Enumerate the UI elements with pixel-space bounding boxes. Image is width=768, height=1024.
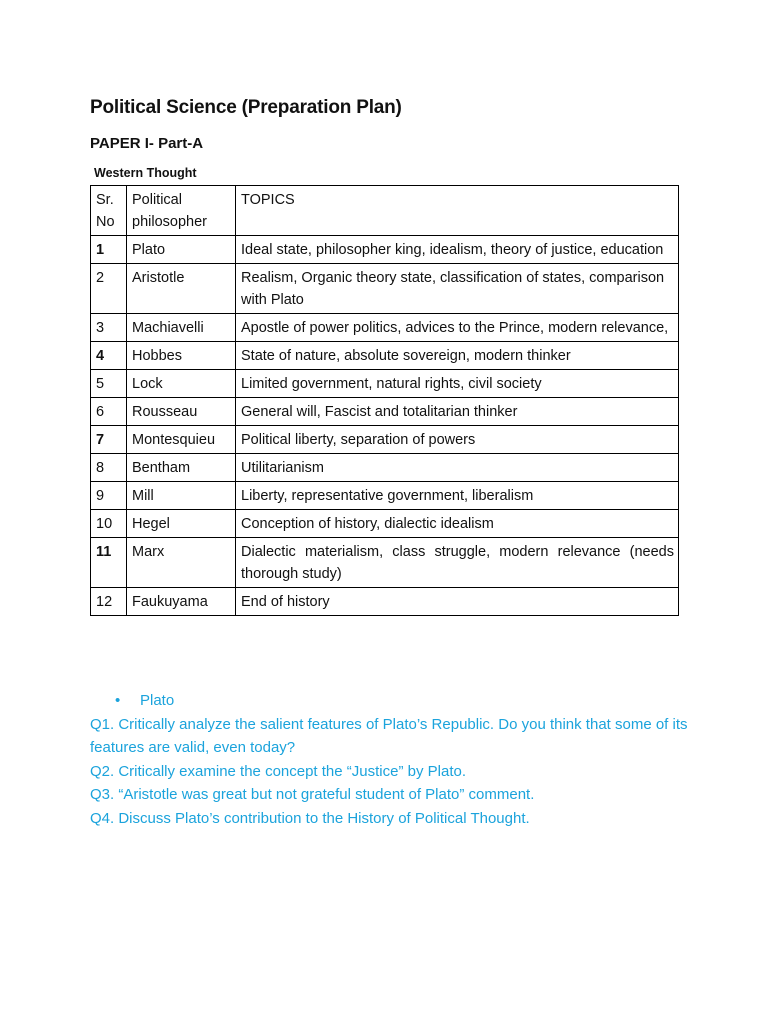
philosopher-name: Montesquieu	[127, 426, 236, 454]
topics-cell: Dialectic materialism, class struggle, modern relevance (needs thorough study)	[236, 538, 679, 588]
philosopher-name: Marx	[127, 538, 236, 588]
row-number: 11	[91, 538, 127, 588]
row-number: 4	[91, 342, 127, 370]
row-number: 9	[91, 482, 127, 510]
philosopher-name: Faukuyama	[127, 588, 236, 616]
header-cell-topics: TOPICS	[236, 186, 679, 236]
section-label: Western Thought	[94, 166, 197, 180]
philosopher-name: Lock	[127, 370, 236, 398]
topics-cell: Conception of history, dialectic idealism	[236, 510, 679, 538]
table-row	[91, 342, 679, 370]
table-row	[91, 426, 679, 454]
table-row	[91, 314, 679, 342]
row-number: 12	[91, 588, 127, 616]
philosopher-name: Plato	[127, 236, 236, 264]
row-number: 7	[91, 426, 127, 454]
table-row	[91, 538, 679, 588]
question-4: Q4. Discuss Plato’s contribution to the History of Political Thought.	[90, 809, 530, 827]
topics-cell: Utilitarianism	[236, 454, 679, 482]
topics-cell: Political liberty, separation of powers	[236, 426, 679, 454]
topics-cell: Realism, Organic theory state, classification of states, comparison with Plato	[236, 264, 679, 314]
row-number: 2	[91, 264, 127, 314]
table-row	[91, 236, 679, 264]
bullet-label: Plato	[140, 692, 175, 709]
table-header-row	[91, 186, 679, 236]
row-number: 1	[91, 236, 127, 264]
philosopher-name: Bentham	[127, 454, 236, 482]
philosopher-table	[90, 185, 679, 616]
row-number: 3	[91, 314, 127, 342]
row-number: 5	[91, 370, 127, 398]
page-title: Political Science (Preparation Plan)	[90, 97, 402, 118]
philosopher-name: Machiavelli	[127, 314, 236, 342]
topics-cell: State of nature, absolute sovereign, modern thinker	[236, 342, 679, 370]
table-row	[91, 588, 679, 616]
table-row	[91, 398, 679, 426]
question-2: Q2. Critically examine the concept the “Justice” by Plato.	[90, 762, 466, 780]
bullet-icon: •	[115, 692, 121, 709]
table-row	[91, 482, 679, 510]
philosopher-name: Mill	[127, 482, 236, 510]
row-number: 8	[91, 454, 127, 482]
bullet-item	[90, 689, 690, 713]
table-row	[91, 264, 679, 314]
question-1: Q1. Critically analyze the salient features of Plato’s Republic. Do you think that some of its features are valid, even today?	[90, 715, 688, 756]
topics-cell: Ideal state, philosopher king, idealism, theory of justice, education	[236, 236, 679, 264]
table-row	[91, 510, 679, 538]
topics-cell: Limited government, natural rights, civil society	[236, 370, 679, 398]
header-cell-no: Sr. No	[91, 186, 127, 236]
row-number: 10	[91, 510, 127, 538]
row-number: 6	[91, 398, 127, 426]
topics-cell: Liberty, representative government, liberalism	[236, 482, 679, 510]
paper-subtitle: PAPER I- Part-A	[90, 135, 204, 152]
topics-cell: General will, Fascist and totalitarian thinker	[236, 398, 679, 426]
topics-cell: Apostle of power politics, advices to the Prince, modern relevance,	[236, 314, 679, 342]
header-cell-philosopher: Political philosopher	[127, 186, 236, 236]
table-row	[91, 370, 679, 398]
table-row	[91, 454, 679, 482]
topics-cell: End of history	[236, 588, 679, 616]
philosopher-name: Hobbes	[127, 342, 236, 370]
philosopher-name: Rousseau	[127, 398, 236, 426]
philosopher-name: Aristotle	[127, 264, 236, 314]
question-3: Q3. “Aristotle was great but not grateful student of Plato” comment.	[90, 786, 535, 803]
questions-section	[90, 689, 690, 830]
philosopher-name: Hegel	[127, 510, 236, 538]
